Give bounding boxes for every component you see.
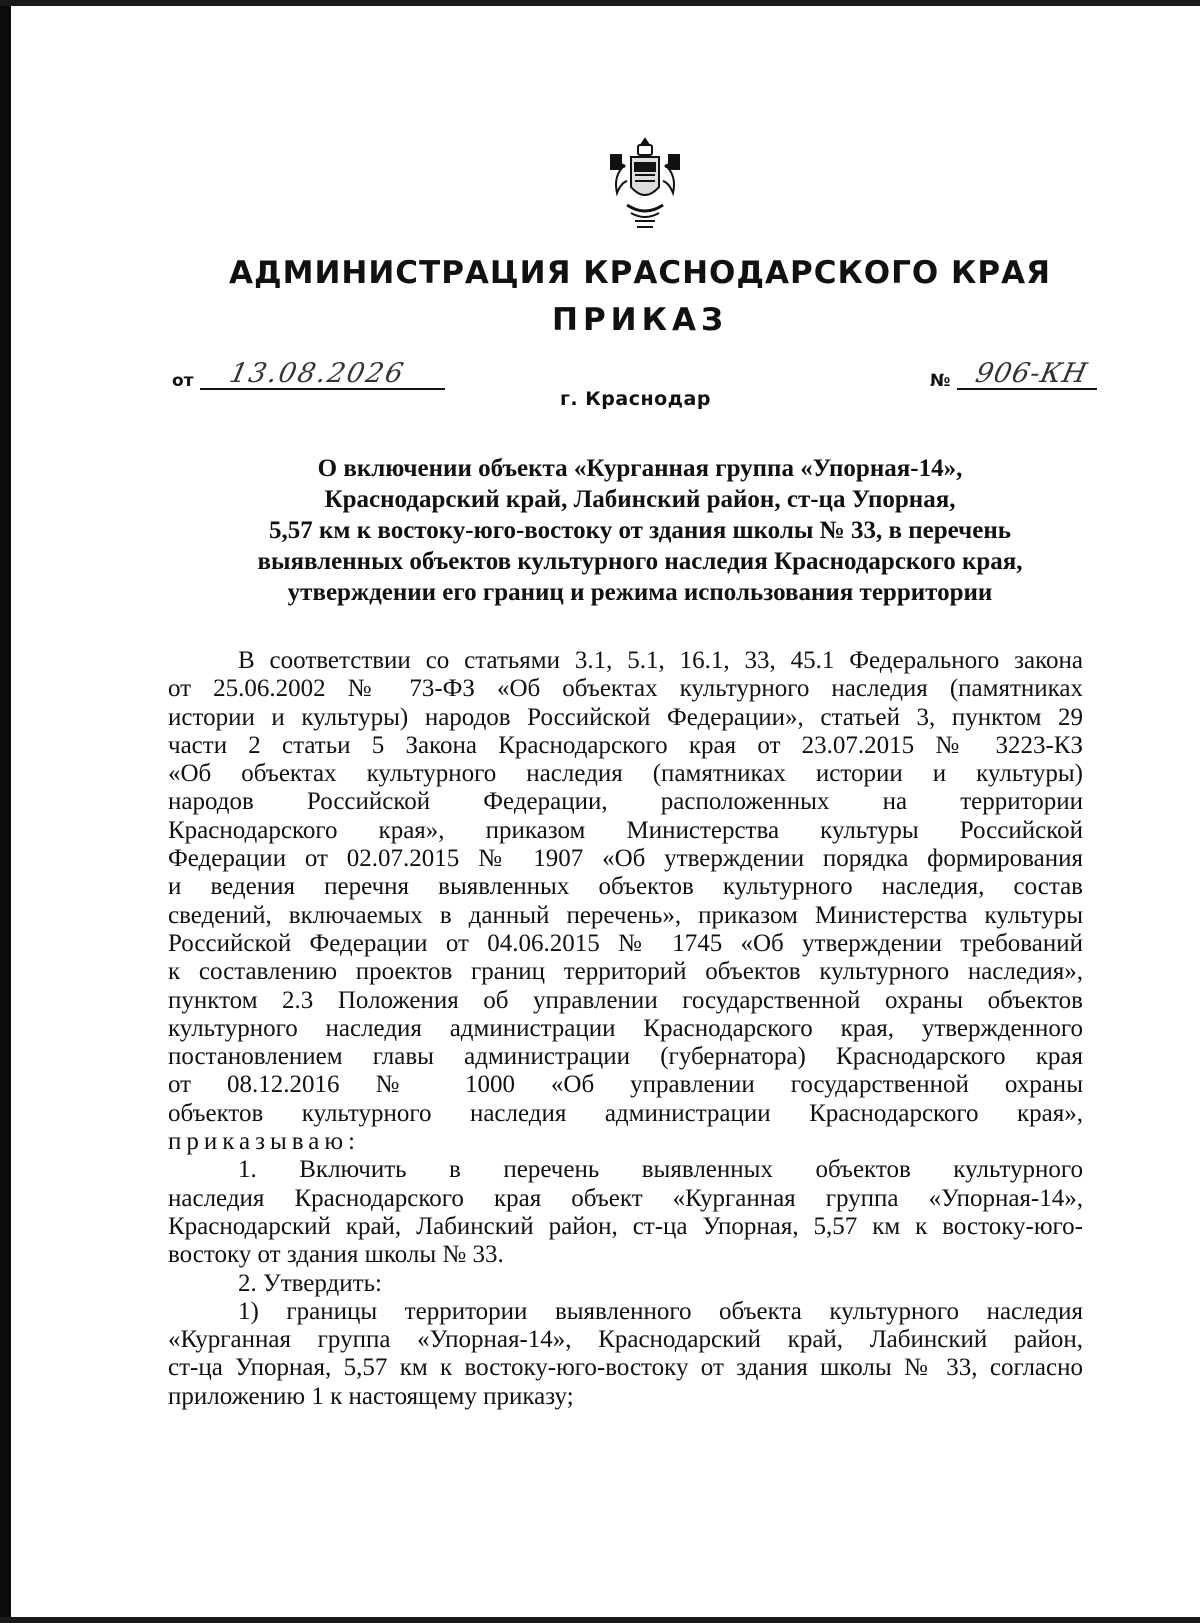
body-line: от 25.06.2002 № 73-ФЗ «Об объектах культурного наследия (памятниках (168, 675, 1083, 703)
item-1-line: наследия Краснодарского края объект «Курганная группа «Упорная-14», (168, 1184, 1083, 1212)
body-line: истории и культуры) народов Российской Федерации», статьей 3, пунктом 29 (168, 703, 1083, 731)
document-type: ПРИКАЗ (552, 302, 728, 338)
body-line: и ведения перечня выявленных объектов культурного наследия, состав (168, 873, 1083, 901)
body-line: «Об объектах культурного наследия (памятниках истории и культуры) (168, 760, 1083, 788)
item-2-sub-1-line: 1) границы территории выявленного объекта культурного наследия (238, 1297, 1083, 1325)
item-2-sub-1-line: приложению 1 к настоящему приказу; (168, 1382, 574, 1410)
document-subject (160, 453, 1120, 608)
city-name: г. Краснодар (560, 388, 711, 410)
body-line: объектов культурного наследия администрации Краснодарского края», (168, 1099, 1083, 1127)
body-line: от 08.12.2016 № 1000 «Об управлении государственной охраны (168, 1071, 1083, 1099)
scan-border-left (0, 0, 11, 1623)
body-line: Российской Федерации от 04.06.2015 № 1745 «Об утверждении требований (168, 929, 1083, 957)
body-line: Краснодарского края», приказом Министерства культуры Российской (168, 816, 1083, 844)
scan-border-bottom (0, 1617, 1200, 1623)
item-2-title: 2. Утвердить: (238, 1269, 382, 1297)
item-1-line: 1. Включить в перечень выявленных объектов культурного (238, 1156, 1083, 1184)
item-1-line: востоку от здания школы № 33. (168, 1241, 504, 1269)
body-line: Федерации от 02.07.2015 № 1907 «Об утверждении порядка формирования (168, 845, 1083, 873)
order-word: приказываю: (168, 1128, 360, 1156)
item-2-sub-1-line: «Курганная группа «Упорная-14», Краснодарский край, Лабинский район, (168, 1326, 1083, 1354)
body-line: к составлению проектов границ территорий объектов культурного наследия», (168, 958, 1083, 986)
handwritten-number: 906-КН (972, 358, 1091, 389)
item-2-sub-1-line: ст-ца Упорная, 5,57 км к востоку-юго-востоку от здания школы № 33, согласно (168, 1354, 1083, 1382)
subject-line: 5,57 км к востоку-юго-востоку от здания школы № 33, в перечень (269, 517, 1011, 544)
number-label: № (930, 371, 951, 391)
organization-title: АДМИНИСТРАЦИЯ КРАСНОДАРСКОГО КРАЯ (229, 255, 1051, 291)
body-line: пунктом 2.3 Положения об управлении государственной охраны объектов (168, 986, 1083, 1014)
body-line: постановлением главы администрации (губернатора) Краснодарского края (168, 1043, 1083, 1071)
subject-line: выявленных объектов культурного наследия Краснодарского края, (257, 548, 1023, 575)
body-line: сведений, включаемых в данный перечень», приказом Министерства культуры (168, 901, 1083, 929)
subject-line: утверждении его границ и режима использования территории (287, 579, 993, 606)
body-line: части 2 статьи 5 Закона Краснодарского края от 23.07.2015 № 3223-КЗ (168, 731, 1083, 759)
body-line: В соответствии со статьями 3.1, 5.1, 16.1, 33, 45.1 Федерального закона (238, 647, 1083, 674)
body-line: культурного наследия администрации Краснодарского края, утвержденного (168, 1014, 1083, 1042)
date-label: от (172, 371, 194, 391)
handwritten-date: 13.08.2026 (226, 358, 408, 389)
scan-border-top (0, 0, 1200, 6)
subject-line: О включении объекта «Курганная группа «Упорная-14», (317, 455, 963, 482)
coat-of-arms-icon (605, 135, 685, 235)
subject-line: Краснодарский край, Лабинский район, ст-ца Упорная, (324, 486, 956, 513)
document-body (168, 647, 1083, 1411)
body-line: народов Российской Федерации, расположенных на территории (168, 788, 1083, 816)
item-1-line: Краснодарский край, Лабинский район, ст-ца Упорная, 5,57 км к востоку-юго- (168, 1212, 1083, 1240)
